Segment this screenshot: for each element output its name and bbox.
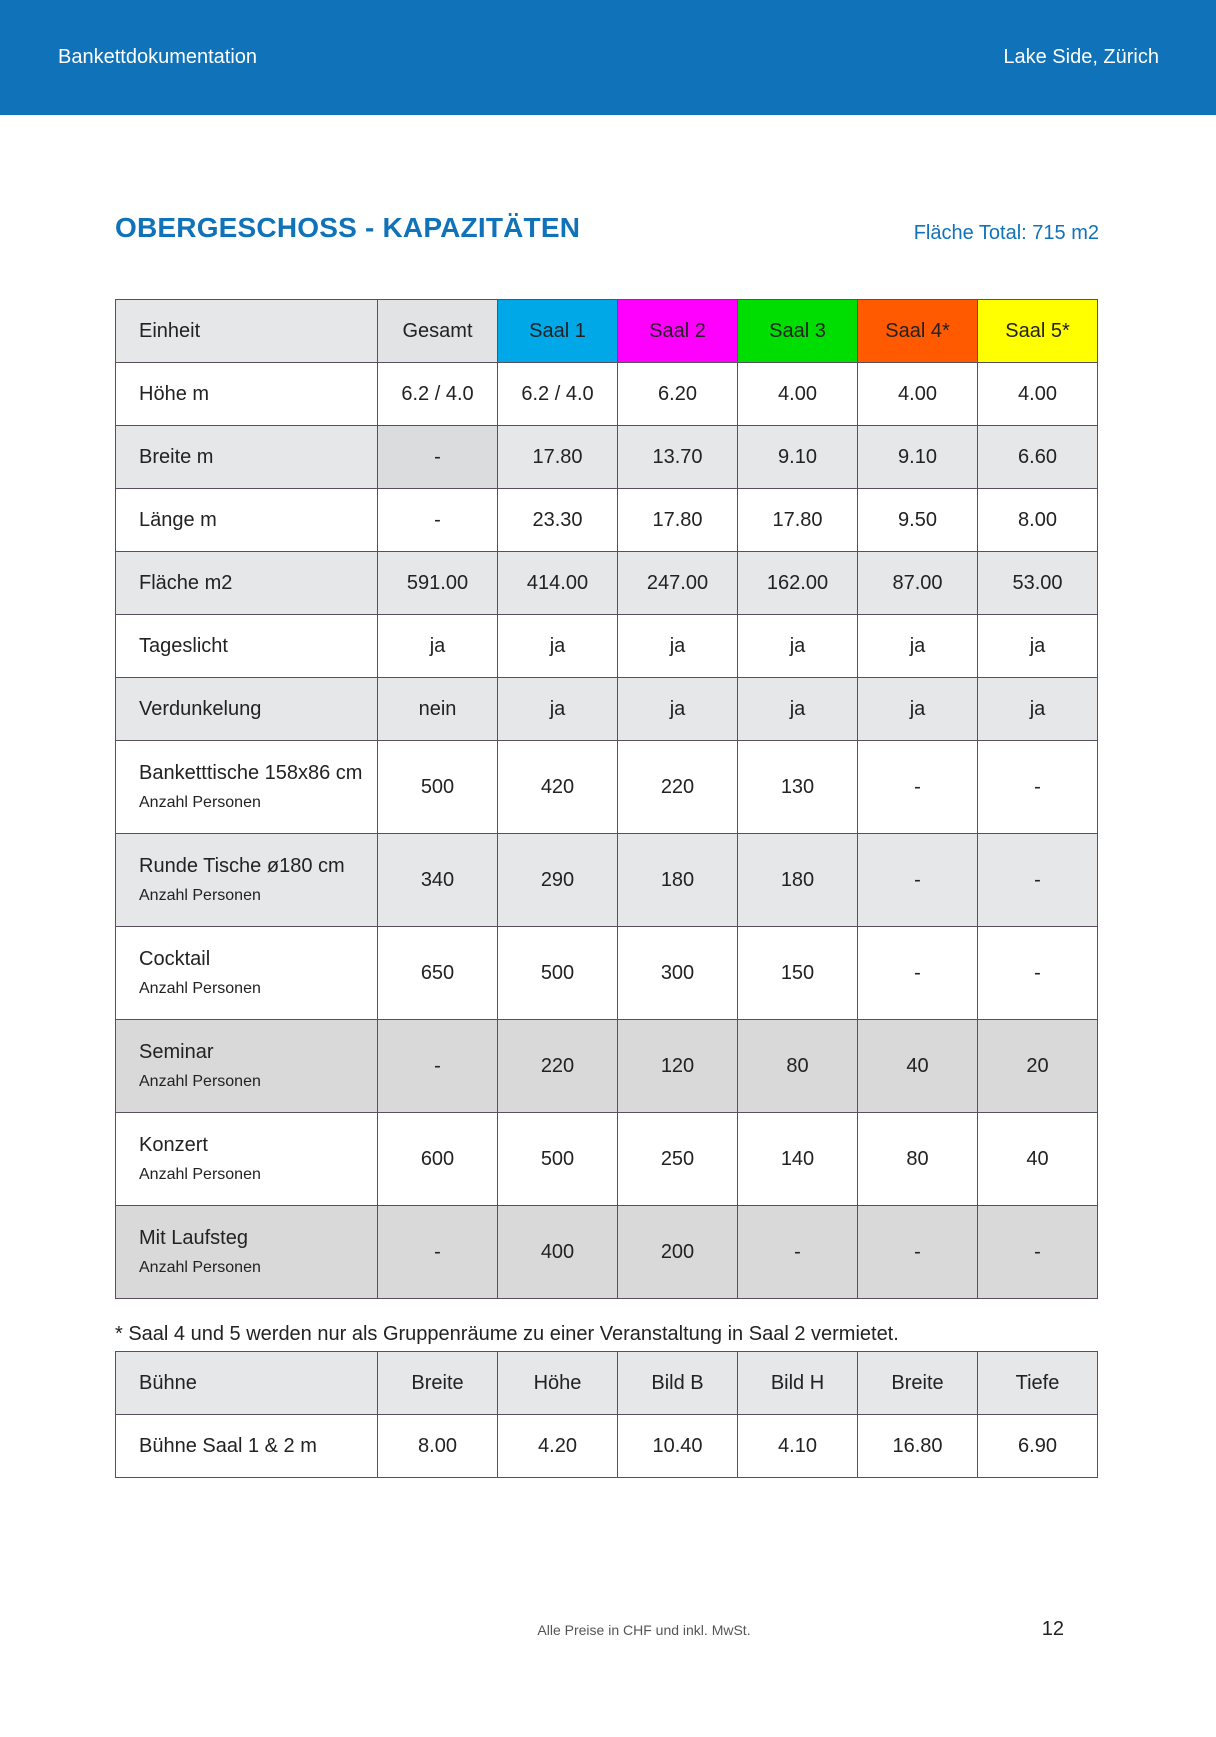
row-sublabel: Anzahl Personen [139, 1073, 261, 1090]
section-title: OBERGESCHOSS - KAPAZITÄTEN [115, 212, 581, 243]
row-label-text: Tageslicht [139, 634, 228, 657]
value-cell: ja [978, 615, 1098, 678]
stage-cell: 4.10 [738, 1415, 858, 1478]
header-saal-4: Saal 4* [858, 300, 978, 363]
row-sublabel: Anzahl Personen [139, 794, 261, 811]
value-cell: 591.00 [378, 552, 498, 615]
value-cell: 500 [498, 1113, 618, 1206]
capacity-row [116, 552, 1098, 615]
stage-cell: 16.80 [858, 1415, 978, 1478]
value-cell: ja [618, 615, 738, 678]
value-cell: 9.50 [858, 489, 978, 552]
footer-note: Alle Preise in CHF und inkl. MwSt. [537, 1622, 751, 1638]
row-label-text: Runde Tische ø180 cm [139, 855, 345, 877]
row-sublabel: Anzahl Personen [139, 1166, 261, 1183]
value-cell: 9.10 [738, 426, 858, 489]
value-cell: 80 [738, 1020, 858, 1113]
stage-header-breite: Breite [378, 1352, 498, 1415]
value-cell: 500 [378, 741, 498, 834]
capacity-row [116, 615, 1098, 678]
value-cell: ja [618, 678, 738, 741]
stage-header-tiefe: Tiefe [978, 1352, 1098, 1415]
value-cell: - [378, 489, 498, 552]
value-cell: - [378, 1020, 498, 1113]
value-cell: ja [858, 678, 978, 741]
stage-header-hoehe: Höhe [498, 1352, 618, 1415]
capacity-row [116, 927, 1098, 1020]
header-saal-5: Saal 5* [978, 300, 1098, 363]
row-label [116, 1113, 378, 1206]
value-cell: - [978, 741, 1098, 834]
value-cell: 40 [858, 1020, 978, 1113]
capacity-row [116, 426, 1098, 489]
stage-header-bild-h: Bild H [738, 1352, 858, 1415]
header-saal-1: Saal 1 [498, 300, 618, 363]
row-label [116, 426, 378, 489]
venue-name: Lake Side, Zürich [1003, 46, 1159, 68]
value-cell: 17.80 [738, 489, 858, 552]
stage-header-bild-b: Bild B [618, 1352, 738, 1415]
row-label-text: Banketttische 158x86 cm [139, 762, 363, 784]
value-cell: 650 [378, 927, 498, 1020]
stage-cell: 10.40 [618, 1415, 738, 1478]
value-cell: 150 [738, 927, 858, 1020]
value-cell: ja [498, 678, 618, 741]
value-cell: 200 [618, 1206, 738, 1299]
footnote: * Saal 4 und 5 werden nur als Gruppenräume zu einer Veranstaltung in Saal 2 vermietet. [115, 1323, 899, 1345]
row-label [116, 927, 378, 1020]
value-cell: 247.00 [618, 552, 738, 615]
stage-header-buehne: Bühne [116, 1352, 378, 1415]
value-cell: 180 [738, 834, 858, 927]
value-cell: ja [858, 615, 978, 678]
value-cell: 400 [498, 1206, 618, 1299]
stage-header-row [116, 1352, 1098, 1415]
value-cell: 180 [618, 834, 738, 927]
page-header [0, 0, 1216, 115]
row-label-text: Cocktail [139, 948, 211, 970]
capacity-row [116, 363, 1098, 426]
value-cell: 17.80 [618, 489, 738, 552]
value-cell: 23.30 [498, 489, 618, 552]
value-cell: 250 [618, 1113, 738, 1206]
capacity-table [115, 299, 1098, 1299]
value-cell: 9.10 [858, 426, 978, 489]
value-cell: 130 [738, 741, 858, 834]
stage-cell: 8.00 [378, 1415, 498, 1478]
row-label [116, 834, 378, 927]
value-cell: 6.20 [618, 363, 738, 426]
value-cell: 140 [738, 1113, 858, 1206]
value-cell: - [978, 1206, 1098, 1299]
value-cell: - [858, 1206, 978, 1299]
value-cell: 87.00 [858, 552, 978, 615]
row-label-text: Länge m [139, 508, 217, 531]
row-sublabel: Anzahl Personen [139, 1259, 261, 1276]
value-cell: 4.00 [978, 363, 1098, 426]
value-cell: 420 [498, 741, 618, 834]
document-title: Bankettdokumentation [58, 46, 258, 68]
value-cell: 300 [618, 927, 738, 1020]
row-label-text: Breite m [139, 445, 214, 468]
stage-row [116, 1415, 1098, 1478]
row-label [116, 678, 378, 741]
capacity-row [116, 489, 1098, 552]
value-cell: 600 [378, 1113, 498, 1206]
area-total: Fläche Total: 715 m2 [913, 222, 1099, 244]
capacity-row [116, 678, 1098, 741]
stage-cell: 4.20 [498, 1415, 618, 1478]
capacity-header-row [116, 300, 1098, 363]
row-label-text: Seminar [139, 1041, 214, 1063]
value-cell: - [858, 834, 978, 927]
value-cell: - [378, 426, 498, 489]
value-cell: nein [378, 678, 498, 741]
value-cell: - [738, 1206, 858, 1299]
capacity-row [116, 1113, 1098, 1206]
header-saal-2: Saal 2 [618, 300, 738, 363]
capacity-row [116, 834, 1098, 927]
value-cell: 13.70 [618, 426, 738, 489]
value-cell: 120 [618, 1020, 738, 1113]
row-label-text: Mit Laufsteg [139, 1227, 248, 1249]
value-cell: ja [498, 615, 618, 678]
value-cell: 220 [618, 741, 738, 834]
value-cell: 290 [498, 834, 618, 927]
row-label [116, 741, 378, 834]
value-cell: - [978, 834, 1098, 927]
value-cell: 40 [978, 1113, 1098, 1206]
capacity-row [116, 1206, 1098, 1299]
value-cell: 80 [858, 1113, 978, 1206]
value-cell: 6.2 / 4.0 [378, 363, 498, 426]
row-label [116, 489, 378, 552]
stage-row-label: Bühne Saal 1 & 2 m [116, 1415, 378, 1478]
header-gesamt: Gesamt [378, 300, 498, 363]
stage-header-breite-2: Breite [858, 1352, 978, 1415]
value-cell: 162.00 [738, 552, 858, 615]
capacity-row [116, 1020, 1098, 1113]
value-cell: ja [738, 615, 858, 678]
value-cell: 6.2 / 4.0 [498, 363, 618, 426]
row-label [116, 1206, 378, 1299]
value-cell: 500 [498, 927, 618, 1020]
row-label-text: Höhe m [139, 382, 210, 405]
page-number: 12 [1041, 1618, 1064, 1640]
value-cell: 6.60 [978, 426, 1098, 489]
row-label [116, 1020, 378, 1113]
value-cell: 53.00 [978, 552, 1098, 615]
row-label [116, 363, 378, 426]
value-cell: - [978, 927, 1098, 1020]
value-cell: 4.00 [738, 363, 858, 426]
row-sublabel: Anzahl Personen [139, 980, 261, 997]
value-cell: 4.00 [858, 363, 978, 426]
row-label [116, 615, 378, 678]
value-cell: ja [738, 678, 858, 741]
value-cell: - [858, 741, 978, 834]
value-cell: 220 [498, 1020, 618, 1113]
header-saal-3: Saal 3 [738, 300, 858, 363]
value-cell: ja [978, 678, 1098, 741]
row-label-text: Verdunkelung [139, 697, 262, 720]
header-einheit: Einheit [116, 300, 378, 363]
stage-cell: 6.90 [978, 1415, 1098, 1478]
value-cell: - [858, 927, 978, 1020]
row-label [116, 552, 378, 615]
value-cell: 414.00 [498, 552, 618, 615]
capacity-row [116, 741, 1098, 834]
row-label-text: Konzert [139, 1134, 208, 1156]
row-label-text: Fläche m2 [139, 571, 233, 594]
value-cell: 17.80 [498, 426, 618, 489]
row-sublabel: Anzahl Personen [139, 887, 261, 904]
value-cell: - [378, 1206, 498, 1299]
value-cell: 20 [978, 1020, 1098, 1113]
value-cell: 340 [378, 834, 498, 927]
value-cell: ja [378, 615, 498, 678]
stage-table [115, 1351, 1098, 1478]
value-cell: 8.00 [978, 489, 1098, 552]
